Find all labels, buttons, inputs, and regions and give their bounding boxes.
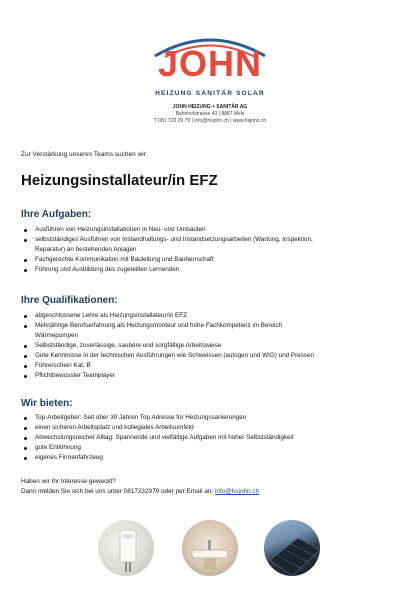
job-title: Heizungsinstallateur/in EFZ xyxy=(21,172,218,189)
offers-list xyxy=(21,413,396,463)
list-item: Mehrjährige Berufserfahrung als Heizungsmonteur und hohe Fachkompetenz im Bereich xyxy=(21,321,396,331)
logo-text: JOHN xyxy=(157,43,263,84)
list-item: Selbstständige, zuverlässige, saubere und sorgfältige Arbeitsweise xyxy=(21,341,396,351)
list-item-continuation: Wärmepumpen xyxy=(35,332,79,339)
list-item: Pflichtbewusster Teamplayer xyxy=(21,371,396,381)
company-info xyxy=(120,104,300,125)
email-link[interactable]: info@hsjohn.ch xyxy=(214,488,260,495)
company-logo xyxy=(145,30,275,94)
list-item: Abwechslungsreicher Alltag: Spannende und vielfältige Aufgaben mit hoher Selbstständigkeit xyxy=(21,433,396,443)
outro-contact-line xyxy=(21,487,259,497)
list-item: Fachgerechte Kommunikation mit Bauleitung und Bauherrschaft xyxy=(21,255,396,265)
list-item: Top-Arbeitgeber: Seit über 30 Jahren Top Adresse für Heizungssanierungen xyxy=(21,413,396,423)
company-address: Bahnhofstrasse 43 | 8887 Mels xyxy=(175,111,245,117)
list-item: eigenes Firmenfahrzeug xyxy=(21,453,396,463)
intro-text: Zur Verstärkung unseres Teams suchen wir: xyxy=(21,151,148,158)
list-item: Ausführen von Heizungsinstallationen in Neu- und Umbauten xyxy=(21,225,396,235)
company-name: JOHN HEIZUNG + SANITÄR AG xyxy=(172,104,248,110)
company-contact: T 081 723 29 79 | info@hsjohn.ch | www.hsjohn.ch xyxy=(153,118,267,124)
list-item: einen sicheren Arbeitsplatz und kollegiales Arbeitsumfeld xyxy=(21,423,396,433)
outro-contact-text: Dann melden Sie sich bei uns unter 0817232979 oder per Email an: xyxy=(21,488,215,495)
list-item-continuation: Reparatur) an bestehenden Anlagen xyxy=(35,246,137,253)
tasks-list xyxy=(21,225,396,275)
list-item: Führung und Ausbildung des zugeteilten Lernenden xyxy=(21,265,396,275)
list-item: Gute Kenntnisse in der technischen Ausführungen wie Schweissen (autogen und WIG) und Pressen xyxy=(21,351,396,361)
contact-outro xyxy=(21,477,259,497)
bathroom-sink-photo-icon xyxy=(182,520,238,576)
list-item: gute Entlöhnung xyxy=(21,443,396,453)
qualifications-list xyxy=(21,311,396,381)
heating-unit-photo-icon xyxy=(98,520,154,576)
list-item: abgeschlossene Lehre als Heizungsinstallateur/in EFZ xyxy=(21,311,396,321)
list-item: selbstständiges Ausführen von Instandhaltungs- und Instandsetzungsarbeiten (Wartung, Inspektion, xyxy=(21,235,396,245)
outro-question: Haben wir Ihr Interesse geweckt? xyxy=(21,478,116,485)
solar-panel-photo-icon xyxy=(264,520,320,576)
logo-tagline: HEIZUNG SANITÄR SOLAR xyxy=(155,90,265,97)
qualifications-heading: Ihre Qualifikationen: xyxy=(21,295,118,306)
list-item: Führerschein Kat. B xyxy=(21,361,396,371)
offers-heading: Wir bieten: xyxy=(21,398,73,409)
tasks-heading: Ihre Aufgaben: xyxy=(21,209,92,220)
